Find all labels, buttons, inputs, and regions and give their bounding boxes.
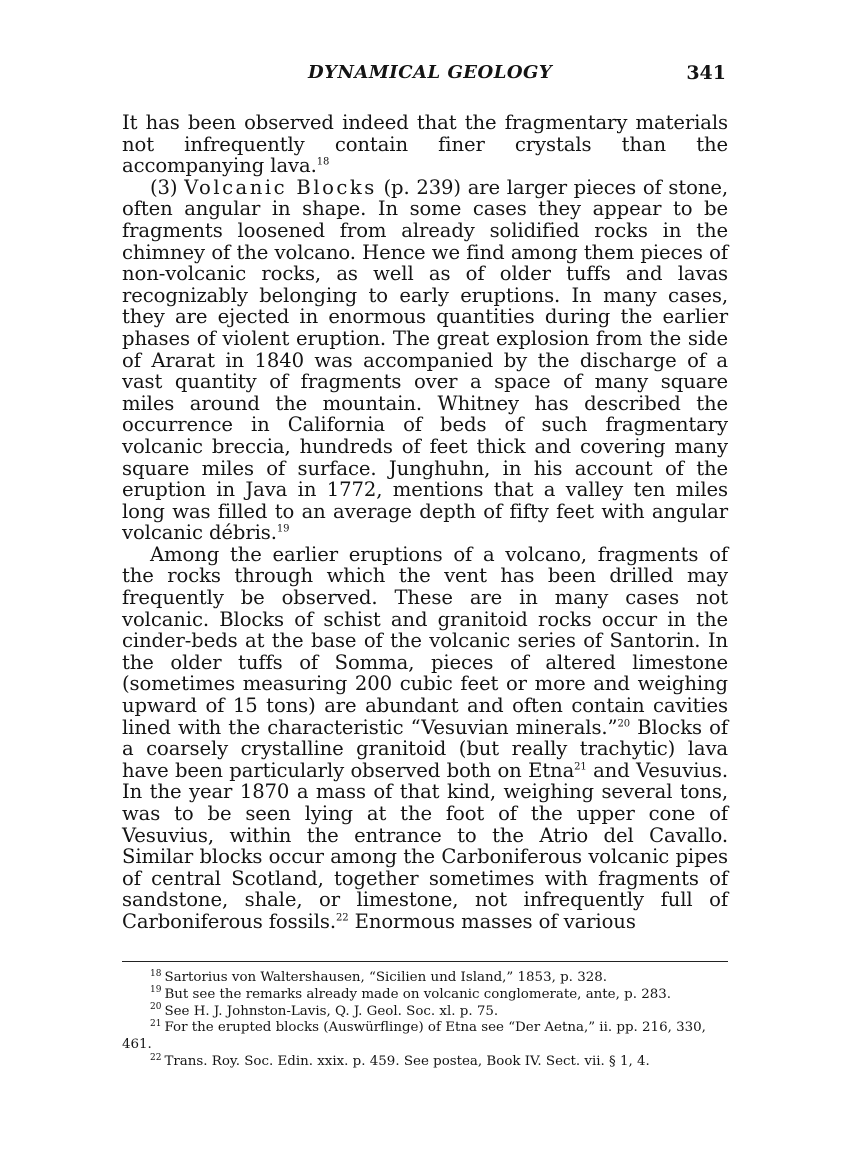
footnote-divider xyxy=(122,961,728,962)
running-head-title: DYNAMICAL GEOLOGY xyxy=(308,62,553,83)
paragraph-3-text-d: Enormous masses of various xyxy=(348,909,636,933)
footnote-number: 20 xyxy=(150,1002,162,1013)
footnote-ref-21: 21 xyxy=(574,761,587,773)
footnote-ref-18: 18 xyxy=(316,156,330,168)
footnote-number: 21 xyxy=(150,1018,162,1029)
footnote-text: Trans. Roy. Soc. Edin. xxix. p. 459. See postea, Book IV. Sect. vii. § 1, 4. xyxy=(164,1053,650,1069)
footnote xyxy=(122,987,728,1004)
running-head xyxy=(0,62,850,88)
footnote xyxy=(122,1054,728,1071)
paragraph-3 xyxy=(122,544,728,933)
footnote xyxy=(122,1004,728,1021)
footnote xyxy=(122,1020,728,1054)
paragraph-3-text-b: Blocks of a coarsely crystalline granitoid (but really trachytic) lava have been particularly observed both on Etna xyxy=(122,715,728,782)
footnotes xyxy=(122,970,728,1071)
footnote-number: 22 xyxy=(150,1052,162,1063)
footnote-ref-22: 22 xyxy=(335,912,349,924)
paragraph-1 xyxy=(122,112,728,177)
volcanic-blocks-term: Volcanic Blocks xyxy=(184,175,377,199)
footnote-text: See H. J. Johnston-Lavis, Q. J. Geol. Soc. xl. p. 75. xyxy=(164,1003,499,1019)
paragraph-2 xyxy=(122,177,728,544)
footnote-ref-20: 20 xyxy=(617,718,630,730)
paragraph-3-text-c: and Vesuvius. In the year 1870 a mass of that kind, weighing several tons, was to be seen lying at the foot of the upper cone of Vesuvius, within the entrance to the Atrio del Cavallo. Similar blocks occur among the Carboniferous volcanic pipes of central Scotland, together sometimes with fragments of sandstone, shale, or limestone, not infrequently full of Carboniferous fossils. xyxy=(122,758,728,933)
body-text xyxy=(122,112,728,933)
footnote-number: 18 xyxy=(150,968,162,979)
footnote xyxy=(122,970,728,987)
paragraph-1-text: It has been observed indeed that the fragmentary materials not infrequently contain finer crystals than the accompanying lava. xyxy=(122,111,728,178)
paragraph-2-text: (p. 239) are larger pieces of stone, often angular in shape. In some cases they appear to be fragments loosened from already solidified rocks in the chimney of the volcano. Hence we find among them pieces of non-volcanic rocks, as well as of older tuffs and lavas recognizably belonging to early eruptions. In many cases, they are ejected in enormous quantities during the earlier phases of violent eruption. The great explosion from the side of Ararat in 1840 was accompanied by the discharge of a vast quantity of fragments over a space of many square miles around the mountain. Whitney has described the occurrence in California of beds of such fragmentary volcanic breccia, hundreds of feet thick and covering many square miles of surface. Junghuhn, in his account of the eruption in Java in 1772, mentions that a valley ten miles long was filled to an average depth of fifty feet with angular volcanic débris. xyxy=(122,175,728,545)
footnote-ref-19: 19 xyxy=(276,523,290,535)
footnote-number: 19 xyxy=(150,985,162,996)
footnote-text: For the erupted blocks (Auswürflinge) of Etna see “Der Aetna,” ii. pp. 216, 330, 461. xyxy=(122,1020,706,1053)
paragraph-2-number: (3) xyxy=(150,175,185,199)
page-number: 341 xyxy=(686,62,726,84)
footnote-text: But see the remarks already made on volcanic conglomerate, ante, p. 283. xyxy=(164,986,672,1002)
footnote-text: Sartorius von Waltershausen, “Sicilien und Island,” 1853, p. 328. xyxy=(164,970,608,985)
paragraph-3-text-a: Among the earlier eruptions of a volcano, fragments of the rocks through which the vent has been drilled may frequently be observed. These are in many cases not volcanic. Blocks of schist and granitoid rocks occur in the cinder-beds at the base of the volcanic series of Santorin. In the older tuffs of Somma, pieces of altered limestone (sometimes measuring 200 cubic feet or more and weighing upward of 15 tons) are abundant and often contain cavities lined with the characteristic “Vesuvian minerals.” xyxy=(122,542,728,739)
